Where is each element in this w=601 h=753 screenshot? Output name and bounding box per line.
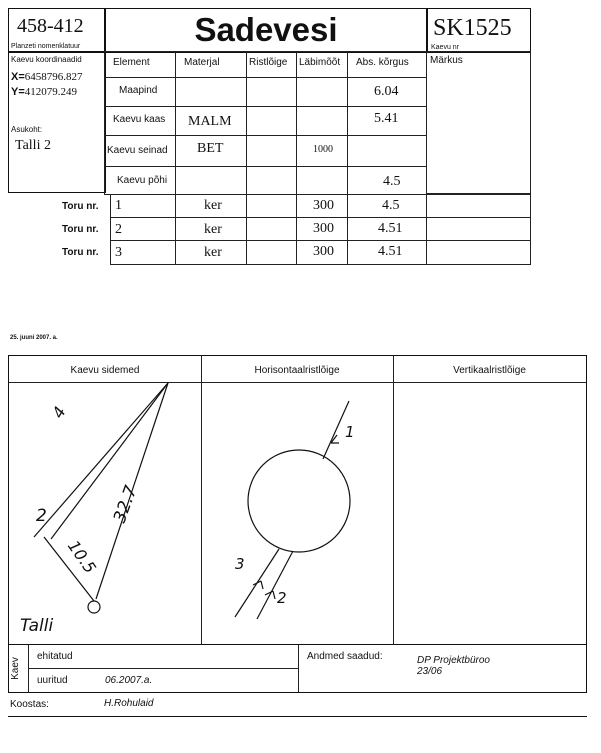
pipe-height: 4.5 bbox=[382, 198, 400, 213]
material-cell bbox=[175, 135, 247, 167]
data-from-value: DP Projektbüroo bbox=[417, 655, 490, 666]
diameter-cell bbox=[296, 106, 348, 136]
col-header-diameter: Läbimõõt bbox=[296, 51, 348, 78]
section-cell bbox=[246, 106, 297, 136]
material-cell bbox=[175, 106, 247, 136]
height-value: 5.41 bbox=[374, 111, 399, 126]
pipe-diameter-cell bbox=[296, 240, 348, 265]
surveyed-label: uuritud bbox=[37, 675, 68, 686]
element-table bbox=[62, 51, 531, 265]
height-value: 6.04 bbox=[374, 84, 399, 99]
section-cell bbox=[246, 166, 297, 195]
footer-row-divider bbox=[28, 668, 298, 669]
pipe-section-cell bbox=[246, 194, 297, 218]
pipe-diameter: 300 bbox=[313, 221, 334, 236]
surveyed-value: 06.2007.a. bbox=[105, 675, 153, 686]
well-id-box bbox=[426, 8, 531, 53]
height-cell bbox=[347, 135, 427, 167]
pipe-label-2: 2 bbox=[277, 589, 287, 607]
height-value: 4.5 bbox=[383, 174, 401, 189]
date-stamp: 25. juuni 2007. a. bbox=[10, 335, 58, 341]
pipe-height: 4.51 bbox=[378, 244, 403, 259]
data-from-date: 23/06 bbox=[417, 666, 443, 677]
pipe-material-cell bbox=[175, 194, 247, 218]
element-cell: Kaevu kaas bbox=[104, 106, 176, 136]
well-id: SK1525 bbox=[433, 15, 512, 41]
label-10-5: 10.5 bbox=[63, 536, 100, 577]
label-2: 2 bbox=[36, 506, 47, 526]
site-value: Talli 2 bbox=[15, 138, 51, 153]
data-from-label: Andmed saadud: bbox=[307, 651, 383, 662]
panel-title-vertical: Vertikaalristlõige bbox=[453, 365, 526, 376]
pipe-label: Toru nr. bbox=[62, 224, 99, 235]
well-outline bbox=[248, 450, 350, 552]
pipe-material-cell bbox=[175, 217, 247, 241]
diameter-cell bbox=[296, 135, 348, 167]
section-cell bbox=[246, 77, 297, 107]
pipe-diameter-cell bbox=[296, 194, 348, 218]
pipe-material: ker bbox=[204, 245, 222, 260]
pipe-remarks-cell bbox=[426, 240, 531, 265]
element-cell: Kaevu seinad bbox=[104, 135, 176, 167]
remarks-label: Märkus bbox=[430, 55, 463, 66]
well-id-caption: Kaevu nr bbox=[431, 44, 460, 51]
pipe-material-cell bbox=[175, 240, 247, 265]
footer-mid-divider bbox=[298, 645, 299, 692]
pipe-height: 4.51 bbox=[378, 221, 403, 236]
material-value: BET bbox=[197, 141, 224, 156]
diameter-cell bbox=[296, 77, 348, 107]
pipe-material: ker bbox=[204, 198, 222, 213]
y-label: Y= bbox=[11, 86, 25, 98]
label-4: 4 bbox=[48, 403, 70, 422]
height-cell bbox=[347, 166, 427, 195]
pipe-nr-cell bbox=[110, 217, 176, 241]
pipe-nr-cell bbox=[110, 240, 176, 265]
material-cell bbox=[175, 77, 247, 107]
compiled-row bbox=[8, 693, 587, 717]
section-lines bbox=[235, 401, 350, 619]
x-value: 6458796.827 bbox=[24, 71, 83, 83]
panel-title-horizontal: Horisontaalristlõige bbox=[254, 365, 340, 376]
height-cell bbox=[347, 77, 427, 107]
pipe-nr-cell bbox=[110, 194, 176, 218]
pipe-diameter: 300 bbox=[313, 198, 334, 213]
pipe-height-cell bbox=[347, 240, 427, 265]
pipe-label-1: 1 bbox=[345, 423, 355, 441]
material-cell bbox=[175, 166, 247, 195]
pipe-nr: 2 bbox=[115, 222, 122, 237]
footer-frame bbox=[8, 645, 587, 693]
diameter-cell bbox=[296, 166, 348, 195]
section-cell bbox=[246, 135, 297, 167]
col-header-height: Abs. kõrgus bbox=[347, 51, 427, 78]
panel-divider-2 bbox=[393, 356, 394, 644]
well-symbol bbox=[88, 601, 100, 613]
x-coordinate bbox=[11, 71, 83, 83]
y-value: 412079.249 bbox=[24, 86, 78, 98]
height-cell bbox=[347, 106, 427, 136]
page-title: Sadevesi bbox=[194, 11, 338, 48]
x-label: X= bbox=[11, 71, 25, 83]
pipe-label: Toru nr. bbox=[62, 247, 99, 258]
pipe-label: Toru nr. bbox=[62, 201, 99, 212]
pipe-diameter-cell bbox=[296, 217, 348, 241]
nomenclature-caption: Planzeti nomenklatuur bbox=[11, 43, 81, 50]
col-header-section: Ristlõige bbox=[246, 51, 297, 78]
label-talli: Talli bbox=[20, 616, 54, 636]
pipe-remarks-cell bbox=[426, 194, 531, 218]
pipe-section-cell bbox=[246, 217, 297, 241]
coords-label: Kaevu koordinaadid bbox=[11, 55, 82, 64]
pipe-height-cell bbox=[347, 194, 427, 218]
well-side-label: Kaev bbox=[9, 657, 21, 680]
site-label: Asukoht: bbox=[11, 125, 43, 134]
pipe-nr: 3 bbox=[115, 245, 122, 260]
pipe-section-cell bbox=[246, 240, 297, 265]
material-value: MALM bbox=[188, 114, 232, 129]
pipe-remarks-cell bbox=[426, 217, 531, 241]
pipe-diameter: 300 bbox=[313, 244, 334, 259]
element-cell: Kaevu põhi bbox=[104, 166, 176, 195]
nomenclature-box bbox=[8, 8, 106, 53]
remarks-column bbox=[426, 51, 531, 194]
title-box bbox=[104, 8, 428, 53]
col-header-material: Materjal bbox=[175, 51, 247, 78]
y-coordinate bbox=[11, 86, 77, 98]
panel-title-connections: Kaevu sidemed bbox=[70, 365, 140, 376]
sketch-lines bbox=[34, 383, 168, 613]
pipe-label-3: 3 bbox=[235, 555, 245, 573]
element-cell: Maapind bbox=[104, 77, 176, 107]
compiled-value: H.Rohulaid bbox=[104, 698, 154, 709]
sketch-labels bbox=[20, 403, 142, 636]
pipe-nr: 1 bbox=[115, 198, 122, 213]
compiled-label: Koostas: bbox=[10, 699, 49, 710]
connections-sketch bbox=[8, 381, 200, 643]
line-to-1 bbox=[51, 383, 168, 539]
label-32-7: 32.7 bbox=[109, 483, 142, 526]
location-box bbox=[8, 51, 106, 193]
pipe-height-cell bbox=[347, 217, 427, 241]
nomenclature-number: 458-412 bbox=[17, 15, 84, 37]
col-header-element: Element bbox=[104, 51, 176, 78]
pipe-material: ker bbox=[204, 222, 222, 237]
built-label: ehitatud bbox=[37, 651, 73, 662]
diameter-value: 1000 bbox=[313, 144, 333, 155]
horizontal-section-sketch bbox=[201, 381, 393, 643]
